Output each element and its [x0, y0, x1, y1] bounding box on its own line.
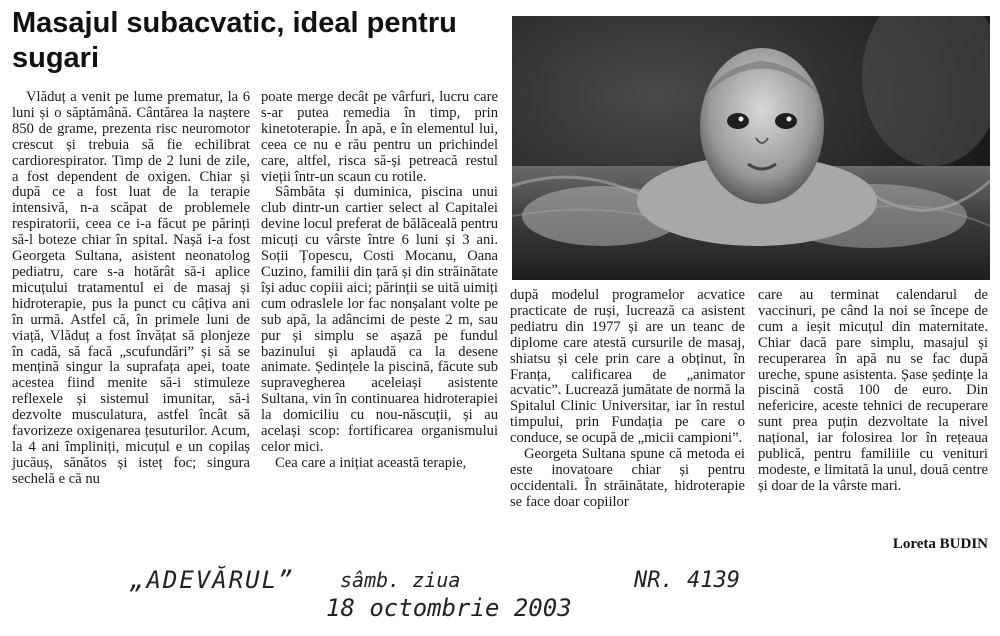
handwritten-issue-number: NR. 4139 — [634, 568, 740, 593]
article-column-3 — [510, 288, 745, 511]
paragraph: Cea care a inițiat această terapie, — [275, 454, 467, 471]
article-column-2 — [261, 90, 498, 472]
handwritten-day: sâmb. ziua — [340, 568, 461, 592]
handwritten-date: 18 octombrie 2003 — [326, 594, 572, 622]
article-column-4 — [758, 288, 988, 495]
article-title: Masajul subacvatic, ideal pentru sugari — [12, 7, 457, 74]
article-column-1 — [12, 90, 250, 488]
handwritten-source: „ADEVĂRUL” — [130, 566, 295, 594]
paragraph: după modelul programelor acvatice practicate de ruși, lucrează ca asistent pediatru din 1977 și are un teanc de diplome care atestă cursurile de masaj, shiatsu și cele prin care a obținut, în Franța, calificarea de „animator acvatic”. Lucrează jumătate de normă la Spitalul Clinic Universitar, iar în restul timpului, prin Fundația pe care o conduce, se ocupă de „micii campioni”. — [510, 287, 745, 447]
author-byline: Loreta BUDIN — [892, 536, 988, 552]
paragraph: Georgeta Sultana spune că metoda ei este inovatoare chiar și pentru occidentali. În străinătate, hidroterapie se face doar copiilor — [510, 446, 745, 510]
paragraph: Sâmbăta și duminica, piscina unui club dintr-un cartier select al Capitalei devine locul preferat de bălăceală pentru micuți cu vârste între 6 luni și 3 ani. Soții Țopescu, Costi Mocanu, Oana Cuzino, familii din țară și din străinătate își aduc copiii aici; părinții se uită uimiți cum odraslele lor fac nonșalant volte pe sub apă, la adâncimi de peste 2 m, sau pur și simplu se așază pe fundul bazinului și aplaudă ca la desene animate. Ședințele la piscină, făcute sub supravegherea aceleiași asistente Sultana, vin în continuarea hidroterapiei la domiciliu cu nou-născuții, și au același scop: fortificarea organismului celor mici. — [261, 184, 499, 455]
paragraph: poate merge decât pe vârfuri, lucru care s-ar putea remedia în timp, prin kinetoterapie. În apă, e în elementul lui, ceea ce nu e rău pentru un prichindel care, altfel, risca să-și petreacă restul vieții într-un scaun cu rotile. — [261, 89, 498, 185]
photo-icon — [512, 16, 990, 280]
baby-in-water-photo — [512, 16, 990, 280]
paragraph: care au terminat calendarul de vaccinuri, pe când la noi se începe de cum a ieșit micuțul din maternitate. Chiar dacă pare simplu, masajul și recuperarea în apă nu se fac după ureche, spune asistenta. Șase ședințe la piscină costă 100 de euro. Din nefericire, aceste tehnici de recuperare sunt prea puțin dezvoltate la nivel național, iar folosirea lor în rețeaua publică, pentru familiile cu venituri modeste, e limitată la unul, două centre și doar de la vârste mari. — [758, 287, 988, 494]
paragraph: Vlăduț a venit pe lume prematur, la 6 luni și o săptămână. Cântărea la naștere 850 de grame, prezenta risc neuromotor crescut și trebuia să fie echilibrat cardiorespirator. Timp de 2 luni de zile, a fost dependent de oxigen. Chiar și după ce a fost luat de la terapie intensivă, n-a scăpat de problemele respiratorii, ceea ce i-a făcut pe părinți să-l boteze chiar în spital. Nașă i-a fost Georgeta Sultana, asistent neonatolog pediatru, care s-a hotărât să-i aplice micuțului tratamentul ei de masaj și hidroterapie, pus la punct cu câțiva ani în urmă. Astfel că, în primele luni de viață, Vlăduț a fost învățat să plonjeze în cadă, să facă „scufundări” și să se mențină singur la suprafața apei, toate acestea fiind menite să-i stimuleze reflexele și sistemul imunitar, să-i dezvolte musculatura, astfel încât să favorizeze oxigenarea țesuturilor. Acum, la 4 ani împliniți, micuțul e un copilaș jucăuș, sănătos și isteț foc; singura sechelă e că nu — [12, 89, 250, 487]
